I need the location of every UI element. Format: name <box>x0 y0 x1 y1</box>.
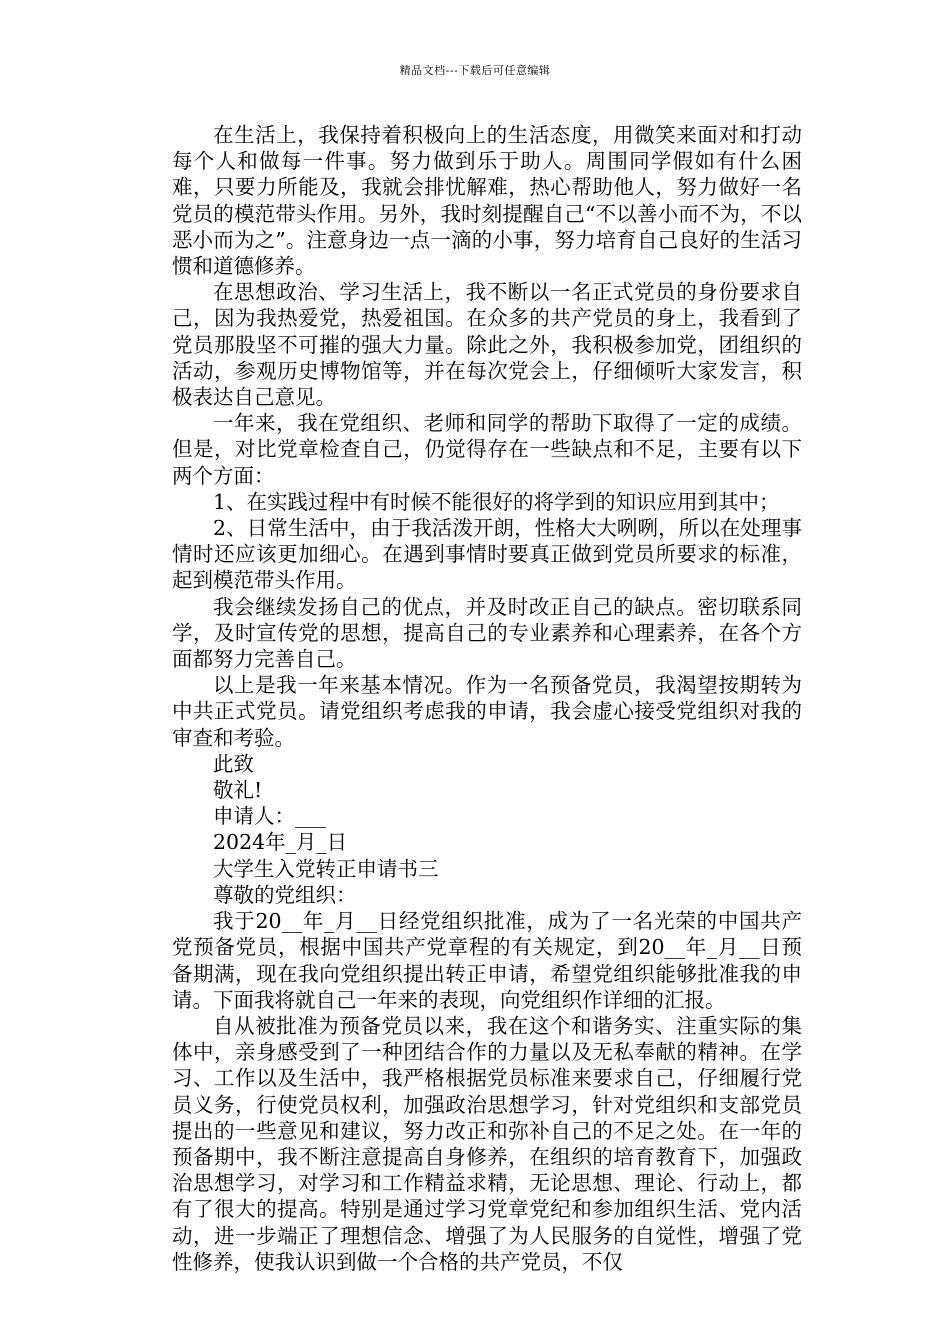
paragraph-summary: 以上是我一年来基本情况。作为一名预备党员，我渴望按期转为中共正式党员。请党组织考虑我的申请，我会虚心接受党组织对我的审查和考验。 <box>172 673 802 750</box>
paragraph-application: 我于20__年_月__日经党组织批准，成为了一名光荣的中国共产党预备党员，根据中国共产党章程的有关规定，到20__年_月__日预备期满，现在我向党组织提出转正申请，希望党组织能够批准我的申请。下面我将就自己一年来的表现，向党组织作详细的汇报。 <box>172 909 802 1012</box>
list-item-shortcoming-1: 1、在实践过程中有时候不能很好的将学到的知识应用到其中； <box>213 489 780 514</box>
closing-salute: 此致 <box>213 751 254 776</box>
paragraph-achievements: 一年来，我在党组织、老师和同学的帮助下取得了一定的成绩。但是，对比党章检查自己，仍觉得存在一些缺点和不足，主要有以下两个方面： <box>172 411 802 488</box>
section-title: 大学生入党转正申请书三 <box>213 856 439 881</box>
page-header: 精品文档---下载后可任意编辑 <box>399 64 551 77</box>
applicant-line: 申请人：___ <box>213 804 326 829</box>
closing-regards: 敬礼! <box>213 778 263 803</box>
list-item-shortcoming-2: 2、日常生活中，由于我活泼开朗，性格大大咧咧，所以在处理事情时还应该更加细心。在遇到事情时要真正做到党员所要求的标准，起到模范带头作用。 <box>172 516 802 593</box>
paragraph-probation-review: 自从被批准为预备党员以来，我在这个和谐务实、注重实际的集体中，亲身感受到了一种团结合作的力量以及无私奉献的精神。在学习、工作以及生活中，我严格根据党员标准来要求自己，仔细履行党员义务，行使党员权利，加强政治思想学习，针对党组织和支部党员提出的一些意见和建议，努力改正和弥补自己的不足之处。在一年的预备期中，我不断注意提高自身修养，在组织的培育教育下，加强政治思想学习，对学习和工作精益求精，无论思想、理论、行动上，都有了很大的提高。特别是通过学习党章党纪和参加组织生活、党内活动，进一步端正了理想信念、增强了为人民服务的自觉性，增强了党性修养，使我认识到做一个合格的共产党员，不仅 <box>172 1013 802 1274</box>
document-body <box>172 122 802 1275</box>
paragraph-improvement: 我会继续发扬自己的优点，并及时改正自己的缺点。密切联系同学，及时宣传党的思想，提高自己的专业素养和心理素养，在各个方面都努力完善自己。 <box>172 594 802 672</box>
paragraph-politics: 在思想政治、学习生活上，我不断以一名正式党员的身份要求自己，因为我热爱党，热爱祖国。在众多的共产党员的身上，我看到了党员那股坚不可摧的强大力量。除此之外，我积极参加党，团组织的活动，参观历史博物馆等，并在每次党会上，仔细倾听大家发言，积极表达自己意见。 <box>172 280 802 410</box>
greeting: 尊敬的党组织： <box>213 882 357 907</box>
paragraph-life: 在生活上，我保持着积极向上的生活态度，用微笑来面对和打动每个人和做每一件事。努力做到乐于助人。周围同学假如有什么困难，只要力所能及，我就会排忧解难，热心帮助他人，努力做好一名党员的模范带头作用。另外，我时刻提醒自己“不以善小而不为，不以恶小而为之”。注意身边一点一滴的小事，努力培育自己良好的生活习惯和道德修养。 <box>172 123 802 279</box>
date-line: 2024年_月_日 <box>213 830 348 855</box>
